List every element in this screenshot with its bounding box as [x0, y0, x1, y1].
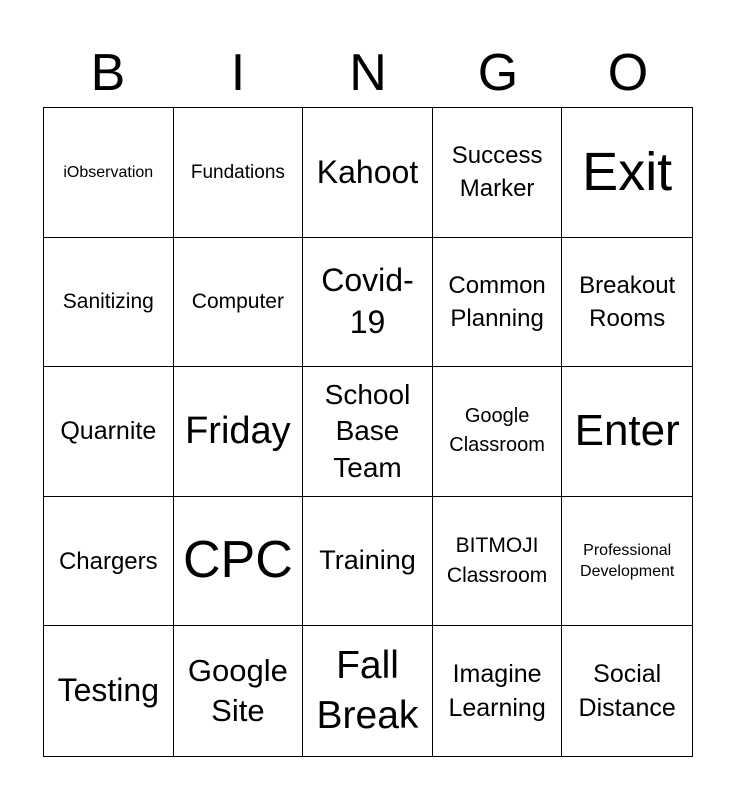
bingo-cell[interactable] — [562, 626, 692, 756]
bingo-cell[interactable] — [433, 367, 563, 497]
bingo-cell[interactable] — [433, 108, 563, 238]
bingo-cell[interactable] — [562, 108, 692, 238]
bingo-cell-label: Covid-19 — [321, 262, 414, 340]
bingo-cell-label: Testing — [57, 672, 159, 709]
bingo-cell[interactable] — [433, 497, 563, 627]
bingo-cell-label: iObservation — [63, 163, 154, 181]
bingo-cell[interactable] — [433, 238, 563, 368]
bingo-cell[interactable] — [44, 626, 174, 756]
header-letter-b: B — [90, 44, 126, 102]
bingo-cell-label: Fall Break — [316, 643, 419, 738]
bingo-cell-label: Common Planning — [448, 271, 546, 332]
bingo-cell-label: CPC — [182, 531, 293, 590]
bingo-cell[interactable] — [303, 367, 433, 497]
header-letter-g: G — [477, 44, 519, 102]
bingo-cell-label: Google Classroom — [449, 405, 545, 457]
bingo-cell[interactable] — [303, 626, 433, 756]
bingo-cell-label: Breakout Rooms — [579, 271, 676, 332]
bingo-cell[interactable] — [44, 238, 174, 368]
bingo-cell[interactable] — [303, 108, 433, 238]
bingo-cell[interactable] — [174, 238, 304, 368]
bingo-cell[interactable] — [562, 497, 692, 627]
bingo-cell-label: Success Marker — [451, 142, 543, 203]
bingo-cell[interactable] — [562, 238, 692, 368]
bingo-cell[interactable] — [44, 497, 174, 627]
bingo-cell[interactable] — [44, 108, 174, 238]
header-letter-n: N — [349, 44, 387, 102]
bingo-cell-label: Sanitizing — [62, 289, 154, 313]
bingo-cell[interactable] — [174, 108, 304, 238]
bingo-cell-label: Friday — [185, 409, 291, 452]
bingo-cell-label: Computer — [191, 289, 284, 313]
bingo-cell[interactable] — [44, 367, 174, 497]
bingo-cell-label: Professional Development — [580, 541, 675, 581]
bingo-cell-label: Social Distance — [578, 659, 676, 723]
bingo-cell-label: Imagine Learning — [448, 659, 546, 723]
header-letter-i: I — [230, 44, 246, 102]
header-letter-o: O — [607, 44, 649, 102]
bingo-cell-label: Chargers — [58, 547, 158, 575]
bingo-cell-label: Training — [319, 545, 416, 576]
bingo-cell-label: Exit — [582, 142, 673, 203]
bingo-board — [43, 107, 693, 757]
bingo-cell-label: School Base Team — [324, 378, 411, 483]
bingo-cell-label: Enter — [574, 406, 680, 456]
bingo-cell-label: Google Site — [187, 652, 288, 729]
bingo-cell[interactable] — [433, 626, 563, 756]
bingo-cell[interactable] — [562, 367, 692, 497]
bingo-cell[interactable] — [303, 497, 433, 627]
bingo-header — [43, 40, 693, 106]
bingo-cell-label: BITMOJI Classroom — [446, 533, 548, 588]
bingo-cell-label: Quarnite — [60, 417, 157, 446]
bingo-cell[interactable] — [174, 367, 304, 497]
bingo-cell-label: Kahoot — [316, 153, 419, 190]
bingo-cell[interactable] — [174, 626, 304, 756]
bingo-cell[interactable] — [303, 238, 433, 368]
bingo-cell-label: Fundations — [190, 161, 285, 183]
bingo-cell[interactable] — [174, 497, 304, 627]
